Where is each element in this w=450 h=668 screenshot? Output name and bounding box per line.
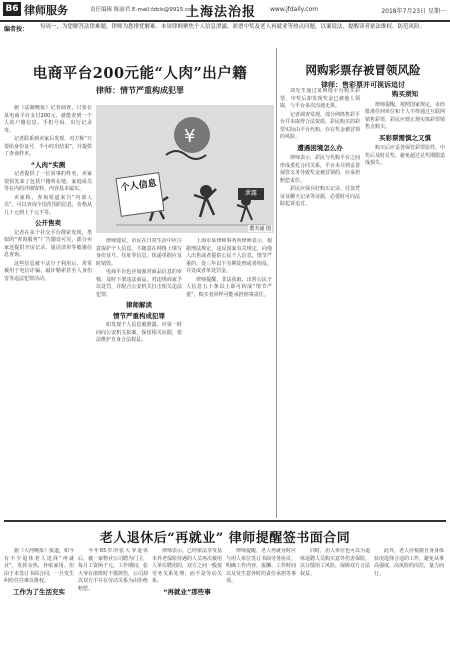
story1-illustration: [96, 105, 274, 233]
story3-column-4: [226, 548, 296, 666]
subheading: “人肉”实测: [30, 160, 66, 169]
paragraph: 卖家称，查询渠道来自“内部人员”，可以查询全国范围的信息，价格从几十元到上千元不等。: [4, 194, 92, 216]
box-title: 遭遇困境怎么办: [297, 143, 343, 152]
paragraph: 购买后应妥善保管彩票原件，中奖后及时兑奖，避免超过兑奖期限造成损失。: [365, 145, 445, 166]
story2-column-a: [280, 88, 360, 516]
paragraph: 上海市某律师事务所律师表示，根据刑法规定，违反国家有关规定，向他人出售或者提供公民个人信息，情节严重的，处三年以下有期徒刑或者拘役，并处或者单处罚金。: [186, 238, 272, 274]
editor-credit: 责任编辑 陈丽君 E-mail:fzbls@9915.com: [90, 7, 197, 13]
story2-subhead: 律师：售彩票并可视诉追讨: [321, 81, 405, 89]
editor-note-text: 每周一，为您解答法律难题，律师为您排忧解难。本周律师聚焦个人信息泄露、彩票中奖及老人再就业等热点问题，以案说法，提醒读者依法维权、防范风险。: [40, 24, 426, 30]
paragraph: 此外，老人应根据自身身体状况选择合适的工作，避免从事高强度、高风险的岗位，量力而行。: [374, 548, 444, 577]
story1-column-c: [186, 238, 272, 516]
paragraph: 记者在多个社交平台搜索发现，类似的“查询服务”广告随处可见，部分卖家还提供开房记录、通话清单等敏感信息查询。: [4, 229, 92, 258]
svg-text:¥: ¥: [184, 126, 196, 147]
story3-column-2: [78, 548, 148, 666]
story2-column-b: [365, 88, 445, 516]
paper-url[interactable]: www.jfdaily.com: [270, 6, 319, 13]
subheading: 公开售卖: [35, 219, 61, 227]
paragraph: 律师表示，已经依法享受基本养老保险待遇的人员再次被用人单位聘用的，双方之间一般按劳务关系处理，而不是劳动关系。: [152, 548, 222, 584]
paragraph: 记者联系到卖家后发现，对方称“只要给身份证号，半小时出结果”，并提供了查询样本。: [4, 136, 92, 157]
paragraph: 记者调查发现，部分网络售彩平台并未取得合法资质，彩民购买的彩票实际由平台代购，存在奖金被冒领的风险。: [280, 111, 360, 140]
paragraph: 电商平台也应加强对商品信息的审核，及时下架违法商品，对违规商家予以处罚，并配合公安机关打击相关违法犯罪。: [96, 269, 182, 298]
story3-headline: 老人退休后“再就业” 律师提醒签书面合同: [99, 531, 351, 546]
paragraph: 据《大河晚报》报道，如今有不少退休老人选择“再就业”，发挥余热，补贴家用。但由于未签订书面合同，一旦发生纠纷往往难以维权。: [4, 548, 74, 584]
story1-subhead: 律师：情节严重构成犯罪: [96, 86, 184, 95]
editor-note-label: 编者按：: [4, 26, 29, 33]
box-title: 购买须知: [392, 90, 418, 98]
story-ecommerce: [4, 48, 277, 518]
story3-column-5: [300, 548, 370, 666]
box-title: 买彩票需慎之又慎: [379, 133, 431, 142]
subheading: 情节严重构成犯罪: [113, 311, 165, 320]
photo-credit: 董天丽 图: [249, 226, 271, 232]
paragraph: 同时，用人单位也可以为退休返聘人员购买意外伤害保险，以分散用工风险，保障双方合法权益。: [300, 548, 370, 577]
editor-note: [4, 23, 446, 43]
paragraph: 律师提醒，非法获取、出售公民个人信息五十条以上即可构成“情节严重”，购买者同样可能承担刑事责任。: [186, 276, 272, 298]
paragraph: 律师表示，彩民与代购平台之间形成委托合同关系，平台未尽到妥善保管义务导致奖金被冒领的，应承担赔偿责任。: [280, 155, 360, 184]
section-title: 律师服务: [24, 4, 68, 17]
story2-headline: 网购彩票存被冒领风险: [305, 63, 421, 77]
paragraph: 今年65岁的张大爷退休后，被一家物业公司聘为门卫，每月工资两千元。工作期间，张大爷在值班时不慎摔伤，公司却以双方不存在劳动关系为由拒绝赔偿。: [78, 548, 148, 592]
story1-column-b: [96, 238, 182, 516]
subheading: 工作为了生活充实: [13, 587, 65, 596]
leak-tag: 泄露: [238, 188, 264, 200]
paper-name: 上海法治报: [186, 5, 257, 20]
paragraph: 据《法制晚报》记者调查，只要在某电商平台支付200元，就能查到一个人的户籍信息、手机号码、出行记录等。: [4, 105, 92, 134]
story1-headline: 电商平台200元能“人肉”出户籍: [32, 65, 248, 82]
story1-column-a: [4, 105, 92, 515]
paragraph: 刘先生通过某网络平台购买彩票，中奖后却发现奖金已被他人领取，与平台多次沟通无果。: [280, 88, 360, 109]
paragraph: 这些信息被不法分子利用后，常常被用于电信诈骗、敲诈勒索甚至人身伤害等违法犯罪活动。: [4, 260, 92, 282]
subheading: 律师解读: [126, 301, 152, 309]
masthead: [0, 0, 450, 22]
paragraph: 彩民应保存好购买记录、付款凭证及聊天记录等证据，必要时可向法院起诉追讨。: [280, 186, 360, 207]
story-retiree-reemployment: [4, 520, 446, 668]
story3-column-1: [4, 548, 74, 666]
paragraph: 如发现个人信息被泄露，应第一时间向公安机关报案，保留相关证据，依法维护自身合法权益。: [96, 322, 182, 343]
paragraph: 律师提醒，按照国家规定，未经批准任何单位和个人不得通过互联网销售彩票，彩民应到正规实体彩票销售点购买。: [365, 101, 445, 130]
personal-info-card: 个人信息: [116, 172, 165, 217]
page-number-logo: B6: [3, 2, 21, 16]
story-lottery: [280, 48, 446, 518]
paragraph: 律师建议，市民在日常生活中应注意保护个人信息，不随意在网络上填写身份证号、住址等信息，快递单据应及时销毁。: [96, 238, 182, 267]
paragraph: 记者提供了一位同事的姓名，卖家很快发来了包括户籍所在地、家庭成员等在内的详细资料，内容基本属实。: [4, 171, 92, 192]
subheading: “再就业”那些事: [163, 587, 211, 596]
story3-column-6: [374, 548, 444, 666]
issue-date: 2018年7月23日 星期一: [381, 8, 446, 15]
story3-column-3: [152, 548, 222, 666]
paragraph: 律师提醒，老人再就业时应与用人单位签订书面劳务协议，明确工作内容、报酬、工作时间以及发生意外时的责任承担等事项。: [226, 548, 296, 584]
